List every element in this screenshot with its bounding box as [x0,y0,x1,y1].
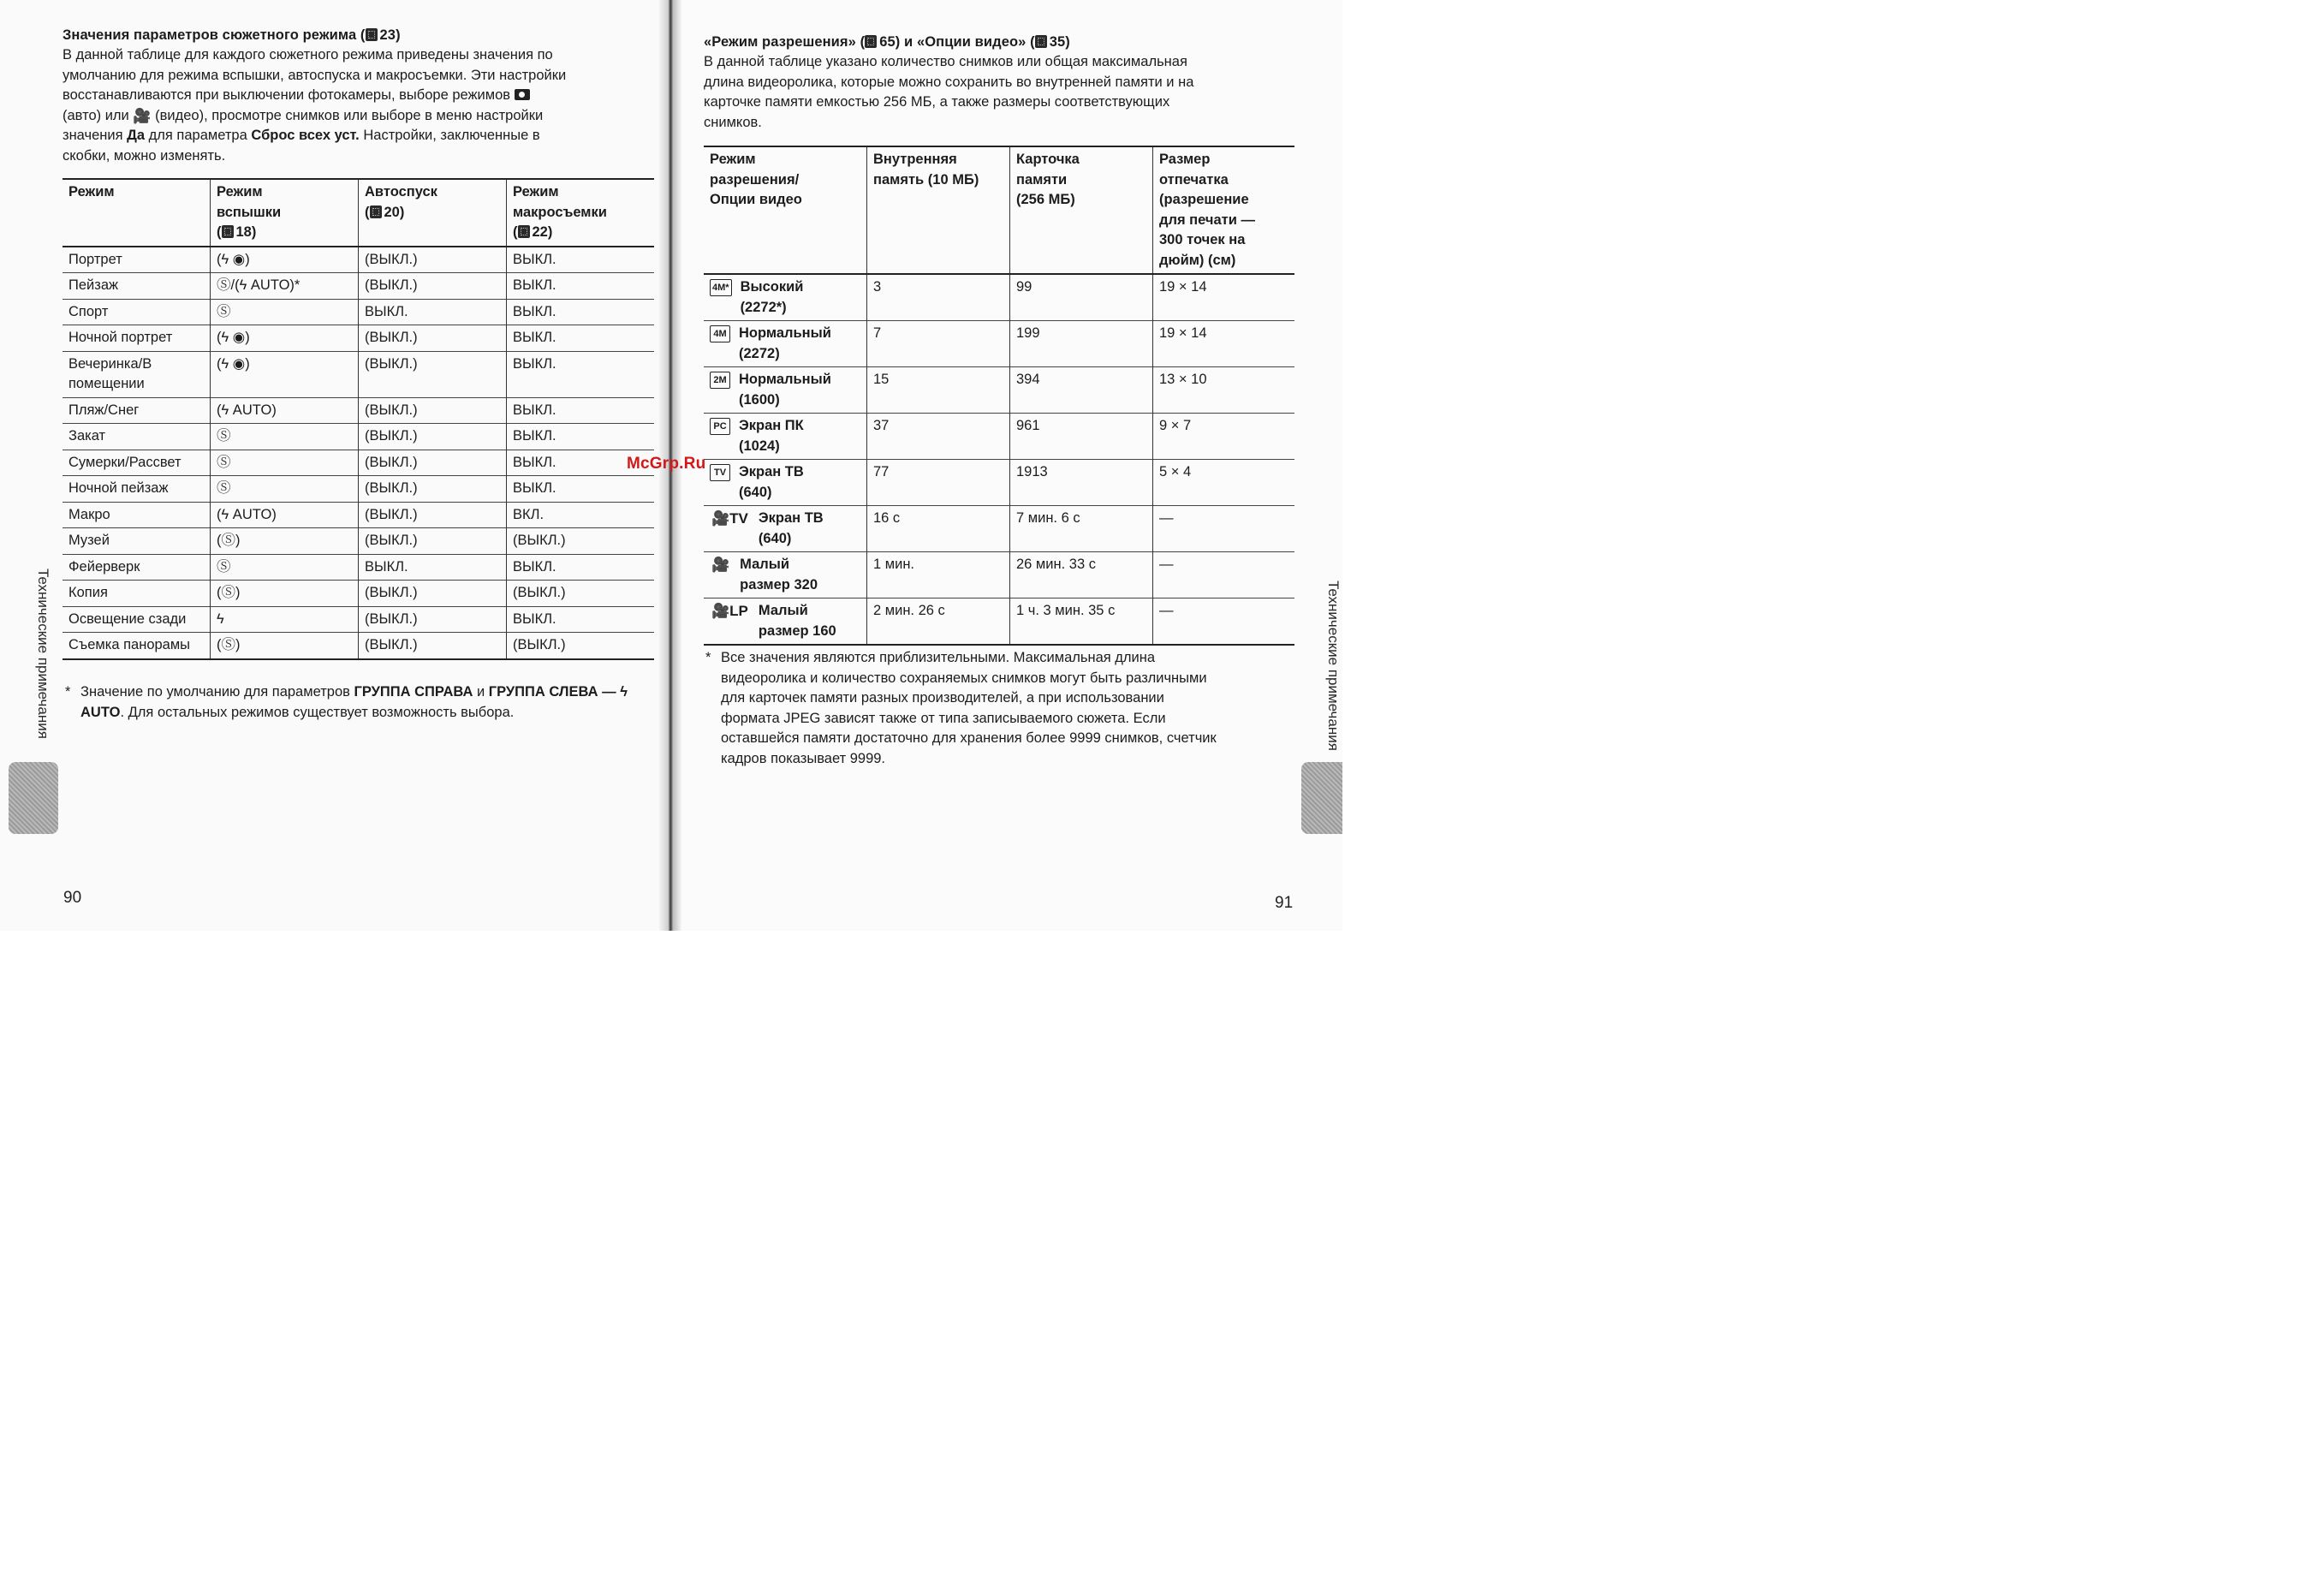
text-span: для карточек памяти разных производителей, а при использовании [721,690,1164,706]
text-span [62,106,662,127]
text-span: выбора. [461,704,515,720]
text-span: (1600) [739,391,780,408]
text-span [710,509,860,549]
table-cell: 1 мин. [867,552,1010,598]
table-row [704,414,1294,460]
text-span: Внутренняя [873,152,957,167]
text-span [739,416,804,456]
resolution-intro [704,52,1303,133]
text-span [710,601,860,641]
table-cell: Ⓢ [211,424,359,450]
movie-mode-icon: 🎥 [133,107,152,124]
table-cell [704,414,867,460]
header-memory-card [1010,146,1153,274]
manual-spread [0,0,1342,931]
text-span: 35) [1049,34,1070,50]
table-row [704,460,1294,506]
header-flash-mode [211,179,359,247]
table-cell: 5 × 4 [1153,460,1295,506]
table-cell [704,321,867,367]
text-span [739,462,804,503]
text-span: скобки, можно изменять. [62,147,226,164]
table-cell: (ВЫКЛ.) [359,476,507,503]
table-cell: (ϟ ◉) [211,325,359,352]
table-row [62,299,654,325]
text-span: ГРУППА [488,684,545,700]
text-span: (256 МБ) [1016,192,1075,207]
scene-table-footnote [65,682,628,723]
table-header-row [62,179,654,247]
table-cell: (ϟ AUTO) [211,397,359,424]
resolution-table-footnote [705,648,1303,769]
table-row [62,325,654,352]
table-cell: (ϟ ◉) [211,351,359,397]
text-span: восстанавливаются при выключении фотокамеры, выборе режимов [62,87,511,103]
table-cell: 3 [867,274,1010,321]
table-cell: ВЫКЛ. [507,325,655,352]
table-cell: 961 [1010,414,1153,460]
text-span: Да [127,128,146,143]
text-span: значения [62,128,123,143]
text-span: В данной таблице для каждого сюжетного режима приведены значения по [62,47,553,63]
text-span: (640) [758,530,792,546]
table-cell: Освещение сзади [62,606,211,633]
table-cell: (ВЫКЛ.) [507,528,655,555]
table-cell: ВЫКЛ. [507,247,655,273]
text-span: (видео), просмотре снимков или выборе в меню настройки [155,107,544,123]
table-cell: 99 [1010,274,1153,321]
table-cell: (ВЫКЛ.) [359,581,507,607]
table-cell: ϟ [211,606,359,633]
table-row [62,247,654,273]
table-cell: Спорт [62,299,211,325]
table-cell: Съемка панорамы [62,633,211,659]
table-cell: (ВЫКЛ.) [359,273,507,300]
text-span: (разрешение [1159,192,1249,207]
table-cell: Ⓢ [211,450,359,476]
text-span: Значения параметров сюжетного режима ( [62,27,366,43]
table-cell: (Ⓢ) [211,581,359,607]
table-cell: Ⓢ [211,554,359,581]
page-reference-icon [366,28,378,41]
page-reference-icon [1035,35,1047,48]
table-row [62,581,654,607]
text-span: «Режим разрешения» ( [704,34,866,50]
table-cell: (ВЫКЛ.) [359,325,507,352]
table-cell [704,367,867,414]
table-cell: 1913 [1010,460,1153,506]
table-row [704,367,1294,414]
text-span: В данной таблице указано количество снимков или общая максимальная [704,54,1187,69]
table-cell: (ВЫКЛ.) [359,633,507,659]
text-span [62,126,662,146]
table-cell: Сумерки/Рассвет [62,450,211,476]
text-span [759,601,836,641]
text-span: * [65,684,71,700]
section-thumb-tab [9,762,58,834]
table-cell: (ВЫКЛ.) [359,247,507,273]
text-span: отпечатка [1159,171,1229,188]
text-span [739,324,831,364]
table-row [704,506,1294,552]
table-row [62,606,654,633]
table-cell: 9 × 7 [1153,414,1295,460]
page-reference-icon [865,35,877,48]
text-span: карточке памяти емкостью 256 МБ, а также размеры соответствующих [704,94,1170,110]
table-cell: (ВЫКЛ.) [507,581,655,607]
table-cell: Пляж/Снег [62,397,211,424]
table-cell: — [1153,598,1295,646]
table-cell: (Ⓢ) [211,633,359,659]
table-cell: 2 мин. 26 с [867,598,1010,646]
text-span: Экран ПК [739,418,804,433]
table-row [62,502,654,528]
text-span: Экран ТВ [758,510,824,526]
text-span: Карточка [1016,152,1080,167]
table-cell: Копия [62,581,211,607]
table-row [62,476,654,503]
resolution-heading [704,34,1070,51]
text-span: ( 20) [365,204,405,220]
resolution-4m-high-icon: 4M* [710,279,732,296]
text-span: размер 320 [740,576,818,593]
text-span [710,370,860,410]
table-cell: ВЫКЛ. [507,397,655,424]
table-cell: 1 ч. 3 мин. 35 с [1010,598,1153,646]
table-cell: — [1153,506,1295,552]
table-cell: ВЫКЛ. [507,351,655,397]
table-cell: (ВЫКЛ.) [359,502,507,528]
resolution-tv-icon: TV [710,464,730,481]
text-span: Высокий [740,279,804,295]
text-span: Нормальный [739,325,831,341]
table-cell: 19 × 14 [1153,274,1295,321]
text-span: (авто) или [62,107,129,123]
text-span [710,324,860,364]
table-cell [704,506,867,552]
table-cell: ВЫКЛ. [507,606,655,633]
text-span: дюйм) (см) [1159,252,1236,268]
table-cell: ВЫКЛ. [507,554,655,581]
table-cell [704,552,867,598]
text-span: (2272*) [740,299,787,315]
page-number: 90 [63,889,82,907]
table-cell: Ⓢ/(ϟ AUTO)* [211,273,359,300]
table-cell: (ВЫКЛ.) [507,633,655,659]
text-span: длина видеоролика, которые можно сохранить во внутренней памяти и на [704,74,1194,90]
table-cell: Ⓢ [211,476,359,503]
text-span: формата JPEG зависят также от типа записываемого сюжета. Если [721,710,1166,726]
text-span [710,277,860,318]
text-span [740,555,818,595]
text-span: (640) [739,484,772,500]
resolution-4m-normal-icon: 4M [710,325,730,342]
table-cell: 7 [867,321,1010,367]
text-span [710,416,860,456]
text-span: Сброс всех уст. [251,128,360,143]
table-header-row [704,146,1294,274]
table-cell: ВЫКЛ. [359,554,507,581]
watermark: McGrp.Ru [627,455,706,473]
table-cell [704,598,867,646]
table-row [62,424,654,450]
text-span [739,370,831,410]
table-cell: ВЫКЛ. [507,450,655,476]
table-cell: Ночной пейзаж [62,476,211,503]
header-mode: Режим [62,179,211,247]
table-cell: 19 × 14 [1153,321,1295,367]
text-span: * [705,650,711,665]
table-row [704,552,1294,598]
table-cell: 16 с [867,506,1010,552]
text-span: Малый [758,603,808,618]
text-span: (1024) [739,438,780,454]
table-cell: 199 [1010,321,1153,367]
section-side-label: Технические примечания [35,569,51,739]
scene-mode-defaults-table [62,178,654,660]
table-row [62,554,654,581]
table-row [62,528,654,555]
table-row [62,351,654,397]
table-row [62,633,654,659]
text-span: СЛЕВА — ϟ AUTO [80,684,628,720]
scene-settings-intro [62,45,662,166]
table-cell [704,460,867,506]
text-span: макросъемки [513,204,607,220]
table-cell: Портрет [62,247,211,273]
table-cell: 13 × 10 [1153,367,1295,414]
text-span: 65) и «Опции видео» ( [879,34,1035,50]
table-cell: ВЫКЛ. [507,476,655,503]
text-span: 23) [379,27,401,43]
text-span: памяти [1016,171,1068,188]
table-cell: (ВЫКЛ.) [359,424,507,450]
text-span [710,462,860,503]
text-span: Настройки, заключенные в [363,128,540,143]
movie-lp-icon: 🎥LP [711,603,748,619]
table-cell: (ϟ AUTO) [211,502,359,528]
table-cell: 26 мин. 33 с [1010,552,1153,598]
text-span: ( 22) [513,224,553,240]
text-span: для печати — [1159,211,1255,228]
table-cell: ВЫКЛ. [507,273,655,300]
resolution-2m-icon: 2M [710,372,730,389]
text-span: Малый [740,557,790,572]
table-cell: (ВЫКЛ.) [359,528,507,555]
text-span: . Для остальных режимов существует возможность [120,704,457,720]
text-span: Размер [1159,152,1211,167]
header-print-size [1153,146,1295,274]
header-resolution-mode [704,146,867,274]
text-span [741,277,804,318]
table-cell: (ВЫКЛ.) [359,351,507,397]
page-reference-icon [222,225,234,238]
text-span: для параметра [148,128,247,143]
text-span: Нормальный [739,372,831,387]
table-row [62,273,654,300]
text-span [710,555,860,595]
page-reference-icon [370,205,382,218]
page-number: 91 [1275,894,1294,912]
table-row [62,397,654,424]
page-reference-icon [518,225,530,238]
table-cell: (ВЫКЛ.) [359,450,507,476]
header-self-timer [359,179,507,247]
text-span [759,509,824,549]
table-cell: (ϟ ◉) [211,247,359,273]
scene-settings-heading [62,27,401,44]
text-span: Автоспуск [365,184,437,200]
movie-small-icon: 🎥 [711,557,730,573]
table-cell: 394 [1010,367,1153,414]
table-cell: (ВЫКЛ.) [359,397,507,424]
text-span: снимков. [704,114,762,130]
movie-tv-icon: 🎥TV [711,510,748,527]
table-cell: — [1153,552,1295,598]
table-row [704,274,1294,321]
text-span: Экран ТВ [739,464,804,479]
table-cell: Закат [62,424,211,450]
text-span: Режим [710,152,756,167]
text-span: Значение по умолчанию для параметров [80,684,350,700]
text-span: оставшейся памяти достаточно для хранения более 9999 снимков, счетчик [721,730,1217,746]
table-cell: Ⓢ [211,299,359,325]
section-side-label: Технические примечания [1325,581,1342,751]
text-span: 300 точек на [1159,232,1246,247]
table-cell: (ВЫКЛ.) [359,606,507,633]
table-cell: ВЫКЛ. [507,299,655,325]
table-cell: ВЫКЛ. [359,299,507,325]
text-span: и [476,684,485,700]
text-span: Опции видео [710,192,802,207]
table-cell [704,274,867,321]
table-cell: ВЫКЛ. [507,424,655,450]
resolution-pc-icon: PC [710,418,730,435]
text-span: (2272) [739,345,780,361]
text-span: вспышки [217,204,282,220]
text-span: умолчанию для режима вспышки, автоспуска и макросъемки. Эти настройки [62,67,567,83]
table-cell: 7 мин. 6 с [1010,506,1153,552]
table-cell: 15 [867,367,1010,414]
table-cell: Ночной портрет [62,325,211,352]
section-thumb-tab [1301,762,1342,834]
header-macro-mode [507,179,655,247]
table-row [704,321,1294,367]
text-span: размер 160 [758,622,836,639]
resolution-capacity-table [704,146,1294,646]
table-cell: (Ⓢ) [211,528,359,555]
table-cell: ВКЛ. [507,502,655,528]
text-span: Режим [217,184,263,200]
header-internal-memory [867,146,1010,274]
table-cell: Пейзаж [62,273,211,300]
table-row [704,598,1294,646]
auto-mode-camera-icon [515,89,530,100]
text-span: Режим [513,184,559,200]
text-span: память (10 МБ) [873,171,979,188]
text-span: кадров показывает 9999. [721,750,886,766]
text-span: ( 18) [217,224,257,240]
text-span: видеоролика и количество сохраняемых снимков могут быть различными [721,670,1207,686]
table-cell: 77 [867,460,1010,506]
text-span: Все значения являются приблизительными. Максимальная длина [721,650,1156,665]
table-cell: Макро [62,502,211,528]
table-cell: Фейерверк [62,554,211,581]
table-cell: Музей [62,528,211,555]
table-cell: Вечеринка/В помещении [62,351,211,397]
text-span [62,86,662,106]
table-row [62,450,654,476]
text-span: разрешения/ [710,171,800,188]
table-cell: 37 [867,414,1010,460]
text-span: ГРУППА СПРАВА [354,684,473,700]
